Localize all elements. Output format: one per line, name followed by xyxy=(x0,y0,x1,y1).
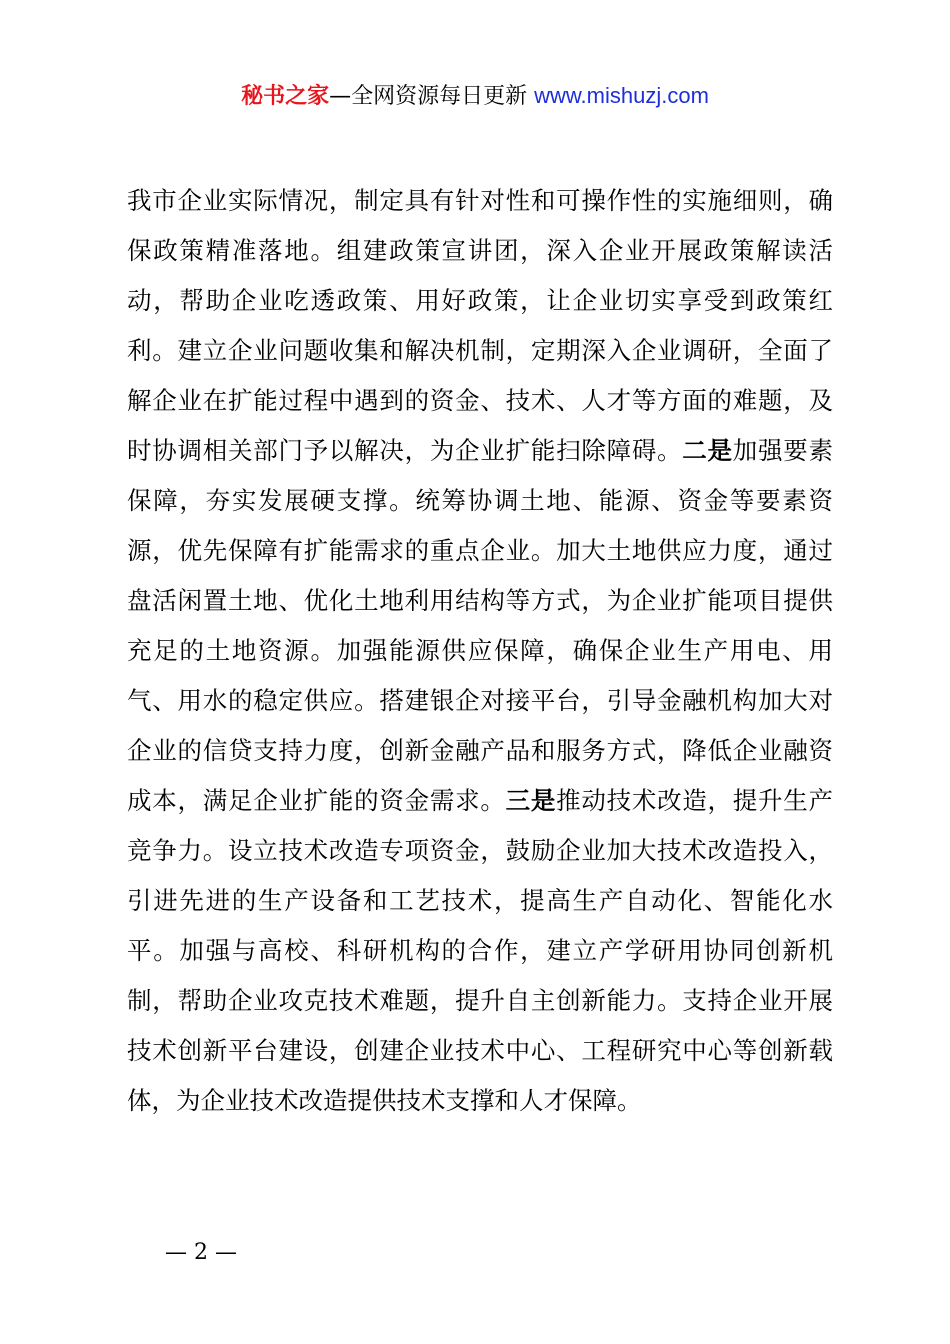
paragraph-segment-3: 推动技术改造，提升生产竞争力。设立技术改造专项资金，鼓励企业加大技术改造投入，引进先进的生产设备和工艺技术，提高生产自动化、智能化水平。加强与高校、科研机构的合作，建立产学研用协同创新机制，帮助企业攻克技术难题，提升自主创新能力。支持企业开展技术创新平台建设，创建企业技术中心、工程研究中心等创新载体，为企业技术改造提供技术支撑和人才保障。 xyxy=(127,786,834,1115)
header-tagline: —全网资源每日更新 xyxy=(329,84,528,109)
item-marker-3: 三是 xyxy=(505,786,557,815)
item-marker-2: 二是 xyxy=(682,436,733,465)
document-body xyxy=(127,176,833,1126)
site-header xyxy=(0,80,950,113)
site-url-link[interactable]: www.mishuzj.com xyxy=(534,83,709,108)
brand-name: 秘书之家 xyxy=(241,84,330,109)
paragraph-segment-1: 我市企业实际情况，制定具有针对性和可操作性的实施细则，确保政策精准落地。组建政策宣讲团，深入企业开展政策解读活动，帮助企业吃透政策、用好政策，让企业切实享受到政策红利。建立企业问题收集和解决机制，定期深入企业调研，全面了解企业在扩能过程中遇到的资金、技术、人才等方面的难题，及时协调相关部门予以解决，为企业扩能扫除障碍。 xyxy=(127,186,833,465)
paragraph-segment-2: 加强要素保障，夯实发展硬支撑。统筹协调土地、能源、资金等要素资源，优先保障有扩能需求的重点企业。加大土地供应力度，通过盘活闲置土地、优化土地利用结构等方式，为企业扩能项目提供充足的土地资源。加强能源供应保障，确保企业生产用电、用气、用水的稳定供应。搭建银企对接平台，引导金融机构加大对企业的信贷支持力度，创新金融产品和服务方式，降低企业融资成本，满足企业扩能的资金需求。 xyxy=(127,436,834,815)
page-number: — 2 — xyxy=(165,1240,237,1265)
